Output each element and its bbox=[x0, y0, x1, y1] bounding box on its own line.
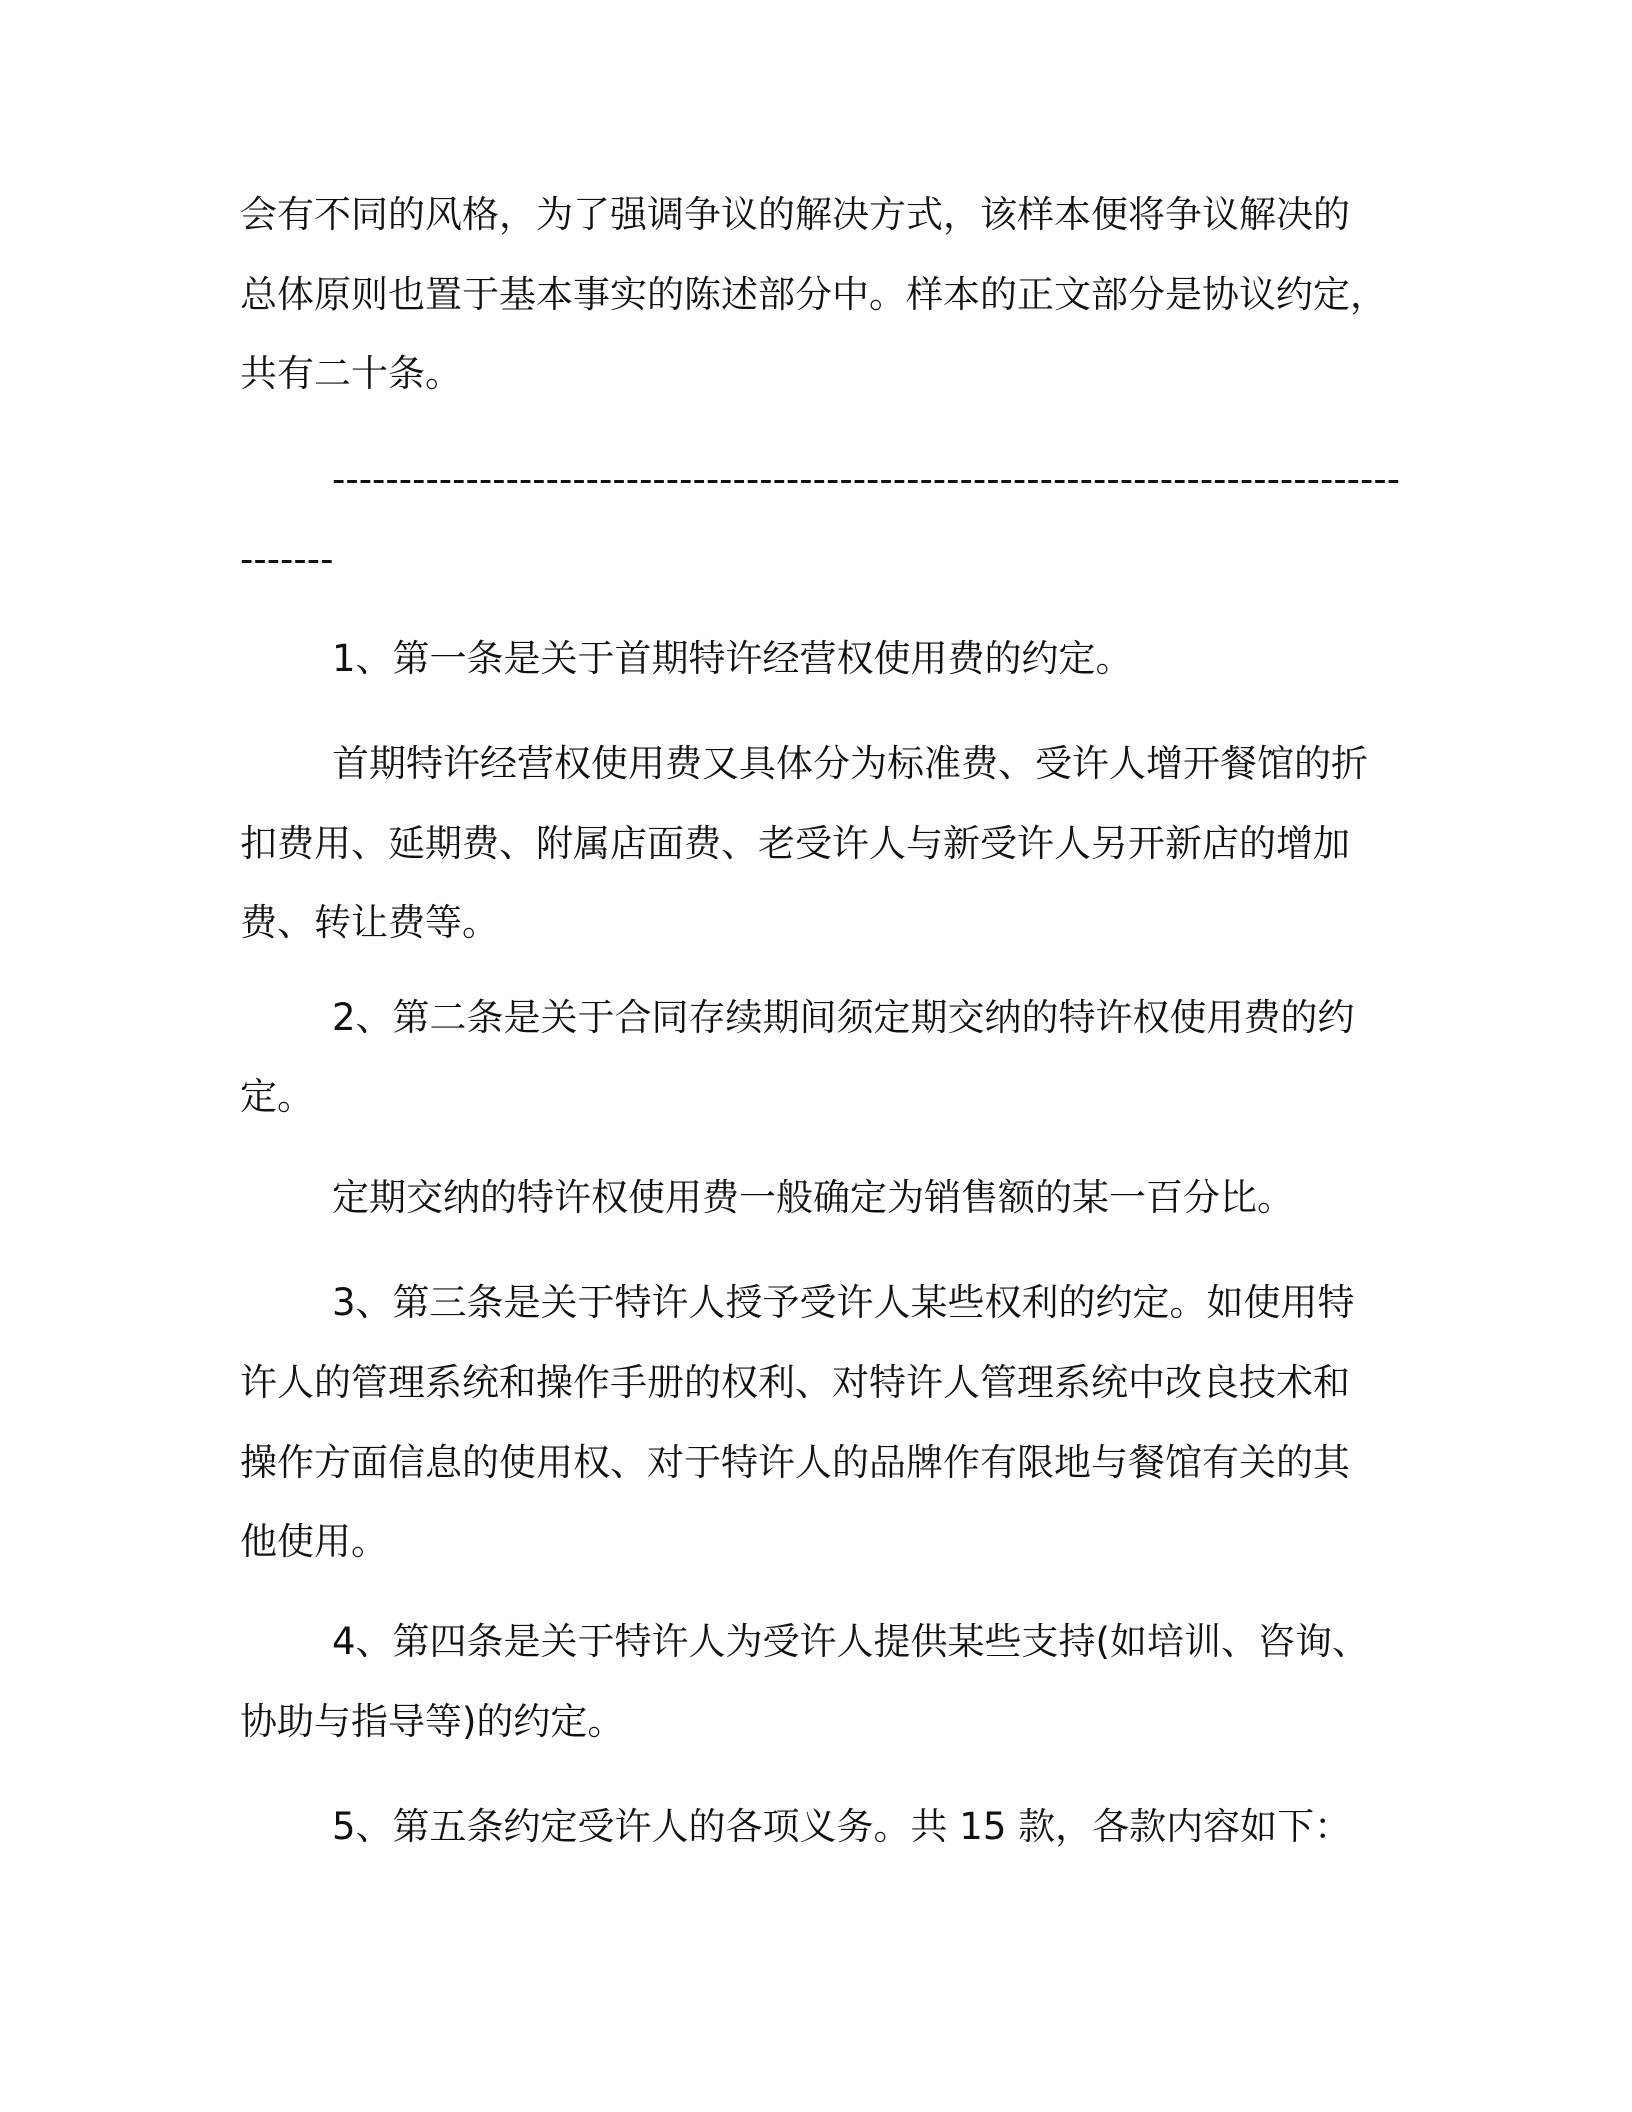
paragraph-line: 协助与指导等)的约定。 bbox=[240, 1700, 625, 1743]
paragraph-line: 定期交纳的特许权使用费一般确定为销售额的某一百分比。 bbox=[332, 1176, 1294, 1219]
separator-dashes: -------------------------------------------------------------------------------- bbox=[332, 458, 1401, 501]
clause-heading-5: 5、第五条约定受许人的各项义务。共 15 款，各款内容如下： bbox=[332, 1805, 1352, 1848]
paragraph-line: 共有二十条。 bbox=[240, 352, 462, 395]
clause-heading-4: 4、第四条是关于特许人为受许人提供某些支持(如培训、咨询、 bbox=[332, 1620, 1369, 1663]
paragraph-line: 会有不同的风格，为了强调争议的解决方式，该样本便将争议解决的 bbox=[240, 193, 1350, 236]
paragraph-line: 定。 bbox=[240, 1075, 314, 1118]
paragraph-line: 他使用。 bbox=[240, 1520, 388, 1563]
clause-heading-3: 3、第三条是关于特许人授予受许人某些权利的约定。如使用特 bbox=[332, 1281, 1355, 1324]
paragraph-line: 扣费用、延期费、附属店面费、老受许人与新受许人另开新店的增加 bbox=[240, 822, 1350, 865]
paragraph-line: 总体原则也置于基本事实的陈述部分中。样本的正文部分是协议约定， bbox=[240, 273, 1387, 316]
paragraph-line: 许人的管理系统和操作手册的权利、对特许人管理系统中改良技术和 bbox=[240, 1361, 1350, 1404]
paragraph-line: 操作方面信息的使用权、对于特许人的品牌作有限地与餐馆有关的其 bbox=[240, 1441, 1350, 1484]
paragraph-line: 首期特许经营权使用费又具体分为标准费、受许人增开餐馆的折 bbox=[332, 742, 1368, 785]
paragraph-line: 费、转让费等。 bbox=[240, 901, 499, 944]
clause-heading-1: 1、第一条是关于首期特许经营权使用费的约定。 bbox=[332, 637, 1133, 680]
separator-dashes: ------- bbox=[240, 538, 334, 581]
clause-heading-2: 2、第二条是关于合同存续期间须定期交纳的特许权使用费的约 bbox=[332, 996, 1355, 1039]
